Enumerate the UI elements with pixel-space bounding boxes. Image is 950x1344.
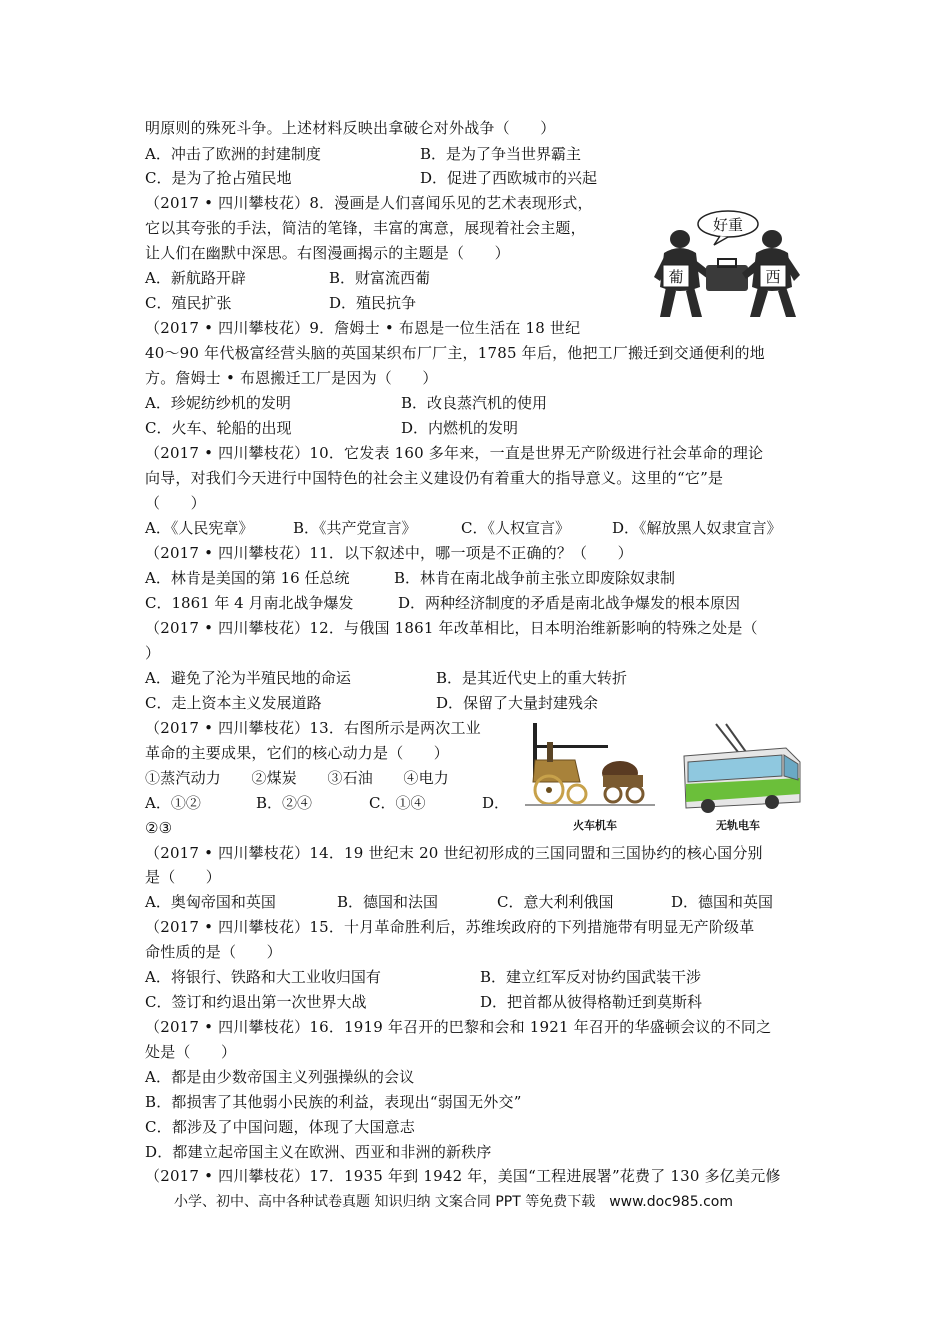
q12-option-a: A．避免了沦为半殖民地的命运 bbox=[145, 669, 351, 687]
q8-option-d: D．殖民抗争 bbox=[329, 294, 417, 312]
q10-stem-line3: （ ） bbox=[145, 494, 206, 512]
q11-stem: （2017 • 四川攀枝花）11．以下叙述中，哪一项是不正确的？（ ） bbox=[145, 544, 633, 562]
q8-stem-line1: （2017 • 四川攀枝花）8．漫画是人们喜闻乐见的艺术表现形式， bbox=[145, 194, 593, 212]
q7-option-c: C．是为了抢占殖民地 bbox=[145, 169, 292, 187]
left-figure-label: 葡 bbox=[668, 268, 684, 286]
q12-stem-line1: （2017 • 四川攀枝花）12．与俄国 1861 年改革相比，日本明治维新影响的特殊之处是（ bbox=[145, 619, 758, 637]
q12-option-d: D．保留了大量封建残余 bbox=[436, 694, 599, 712]
train-caption: 火车机车 bbox=[573, 819, 617, 832]
q7-stem-tail: 明原则的殊死斗争。上述材料反映出拿破仑对外战争（ ） bbox=[145, 119, 556, 137]
q13-stem-line2: 革命的主要成果，它们的核心动力是（ ） bbox=[145, 744, 450, 762]
q14-option-c: C．意大利利俄国 bbox=[497, 893, 614, 911]
q8-stem-line2: 它以其夸张的手法，简洁的笔锋，丰富的寓意，展现着社会主题， bbox=[145, 219, 586, 237]
q10-stem-line1: （2017 • 四川攀枝花）10．它发表 160 多年来，一直是世界无产阶级进行社会革命的理论 bbox=[145, 444, 764, 462]
q14-option-d: D．德国和英国 bbox=[671, 893, 774, 911]
q16-option-d: D．都建立起帝国主义在欧洲、西亚和非洲的新秩序 bbox=[145, 1143, 492, 1161]
steam-locomotive-image bbox=[525, 720, 670, 815]
q8-option-a: A．新航路开辟 bbox=[145, 269, 246, 287]
q9-option-d: D．内燃机的发明 bbox=[401, 419, 519, 437]
q10-option-b: B．《共产党宣言》 bbox=[293, 519, 417, 537]
q15-option-c: C．签订和约退出第一次世界大战 bbox=[145, 993, 367, 1011]
q11-option-a: A．林肯是美国的第 16 任总统 bbox=[145, 569, 350, 587]
q9-option-b: B．改良蒸汽机的使用 bbox=[401, 394, 548, 412]
q12-option-b: B．是其近代史上的重大转折 bbox=[436, 669, 628, 687]
q11-option-d: D．两种经济制度的矛盾是南北战争爆发的根本原因 bbox=[398, 594, 741, 612]
q8-option-c: C．殖民扩张 bbox=[145, 294, 232, 312]
q15-option-b: B．建立红军反对协约国武装干涉 bbox=[480, 968, 702, 986]
q16-stem-line2: 处是（ ） bbox=[145, 1043, 237, 1061]
q14-stem-line2: 是（ ） bbox=[145, 868, 222, 886]
q10-option-c: C．《人权宣言》 bbox=[461, 519, 570, 537]
cartoon-image bbox=[650, 207, 805, 322]
q16-stem-line1: （2017 • 四川攀枝花）16．1919 年召开的巴黎和会和 1921 年召开的华盛顿会议的不同之 bbox=[145, 1018, 772, 1036]
q10-option-d: D．《解放黑人奴隶宣言》 bbox=[612, 519, 782, 537]
q14-option-b: B．德国和法国 bbox=[337, 893, 439, 911]
q14-option-a: A．奥匈帝国和英国 bbox=[145, 893, 276, 911]
q9-stem-line2: 40～90 年代极富经营头脑的英国某织布厂厂主，1785 年后，他把工厂搬迁到交通便利的地 bbox=[145, 344, 765, 362]
q7-option-b: B．是为了争当世界霸主 bbox=[420, 145, 582, 163]
q13-option-b: B．②④ bbox=[256, 794, 313, 812]
q9-stem-line1: （2017 • 四川攀枝花）9．詹姆士 • 布恩是一位生活在 18 世纪 bbox=[145, 319, 581, 337]
q14-stem-line1: （2017 • 四川攀枝花）14．19 世纪末 20 世纪初形成的三国同盟和三国协约的核心国分别 bbox=[145, 844, 763, 862]
q10-option-a: A．《人民宪章》 bbox=[145, 519, 254, 537]
q8-option-b: B．财富流西葡 bbox=[329, 269, 431, 287]
q13-stem-line1: （2017 • 四川攀枝花）13．右图所示是两次工业 bbox=[145, 719, 481, 737]
bubble-text: 好重 bbox=[712, 216, 744, 234]
q16-option-a: A．都是由少数帝国主义列强操纵的会议 bbox=[145, 1068, 415, 1086]
trolleybus-figure bbox=[676, 722, 804, 814]
q7-option-a: A．冲击了欧洲的封建制度 bbox=[145, 145, 321, 163]
q7-option-d: D．促进了西欧城市的兴起 bbox=[420, 169, 598, 187]
q9-option-a: A．珍妮纺纱机的发明 bbox=[145, 394, 291, 412]
q16-option-b: B．都损害了其他弱小民族的利益，表现出“弱国无外交” bbox=[145, 1093, 522, 1111]
cartoon-figure bbox=[650, 207, 805, 322]
trolleybus-image bbox=[676, 722, 804, 814]
q11-option-b: B．林肯在南北战争前主张立即废除奴隶制 bbox=[394, 569, 676, 587]
q9-option-c: C．火车、轮船的出现 bbox=[145, 419, 292, 437]
q15-stem-line2: 命性质的是（ ） bbox=[145, 943, 282, 961]
q17-stem-line1: （2017 • 四川攀枝花）17．1935 年到 1942 年，美国“工程进展署”花费了 130 多亿美元修 bbox=[145, 1167, 781, 1185]
steam-locomotive-figure bbox=[525, 720, 670, 815]
right-figure-label: 西 bbox=[765, 268, 781, 286]
q15-option-a: A．将银行、铁路和大工业收归国有 bbox=[145, 968, 381, 986]
q15-option-d: D．把首都从彼得格勒迁到莫斯科 bbox=[480, 993, 703, 1011]
q12-stem-line2: ） bbox=[145, 644, 161, 662]
money-bag bbox=[706, 265, 748, 291]
q11-option-c: C．1861 年 4 月南北战争爆发 bbox=[145, 594, 354, 612]
q9-stem-line3: 方。詹姆士 • 布恩搬迁工厂是因为（ ） bbox=[145, 369, 438, 387]
q13-option-d-cont: ②③ bbox=[145, 819, 173, 837]
page-footer: 小学、初中、高中各种试卷真题 知识归纳 文案合同 PPT 等免费下载 www.doc985.com bbox=[174, 1194, 733, 1210]
q13-option-d: D． bbox=[482, 794, 510, 812]
q10-stem-line2: 向导，对我们今天进行中国特色的社会主义建设仍有着重大的指导意义。这里的“它”是 bbox=[145, 469, 724, 487]
q13-option-c: C．①④ bbox=[369, 794, 426, 812]
trolleybus-caption: 无轨电车 bbox=[716, 819, 760, 832]
q13-stem-line3: ①蒸汽动力 ②煤炭 ③石油 ④电力 bbox=[145, 769, 450, 787]
q16-option-c: C．都涉及了中国问题，体现了大国意志 bbox=[145, 1118, 416, 1136]
q12-option-c: C．走上资本主义发展道路 bbox=[145, 694, 322, 712]
q13-option-a: A．①② bbox=[145, 794, 201, 812]
q8-stem-line3: 让人们在幽默中深思。右图漫画揭示的主题是（ ） bbox=[145, 244, 510, 262]
q15-stem-line1: （2017 • 四川攀枝花）15．十月革命胜利后，苏维埃政府的下列措施带有明显无产阶级革 bbox=[145, 918, 755, 936]
